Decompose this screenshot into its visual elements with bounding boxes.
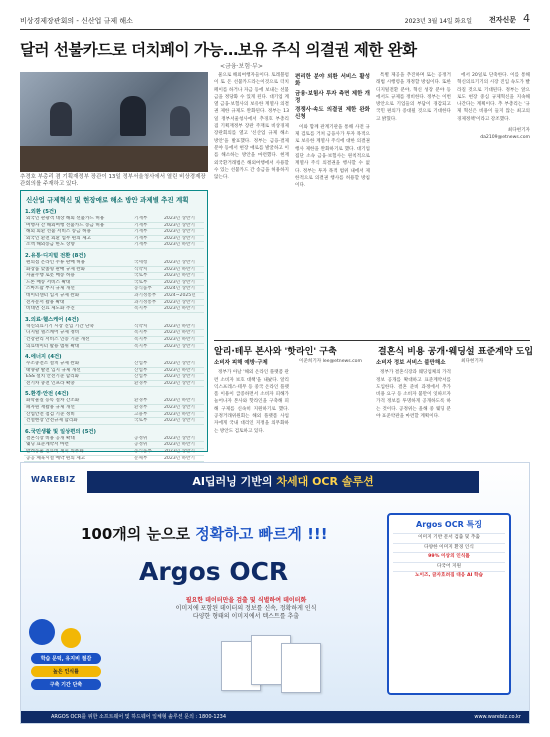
table-cell-period: 2023년 상반기 — [164, 222, 195, 228]
table-row — [24, 280, 204, 287]
main-body-3: 이와 함께 관계기관을 통해 사전 규제 검토를 거쳐 금융사가 투자 목적으로 보유한 계열사 주식에 대한 의결권 행사 제한을 완화하기로 했다. 대기업 집단 소속 금융·보험사는 원칙적으로 계열사 주식 의결권을 행사할 수 없다. 정부는 투자 목적 범위 내에서 제한적으로 의결권 행사를 허용할 방침이다. — [295, 124, 370, 189]
table-section-title: 5.환경·안전 (4건) — [25, 391, 69, 398]
main-col-2 — [214, 72, 289, 337]
table-cell-period: 2023년 하반기 — [164, 367, 195, 373]
table-cell-period: 2023년 상반기 — [164, 449, 195, 455]
ad-website-link[interactable]: www.warebiz.co.kr — [474, 714, 521, 720]
ad-badges — [31, 653, 101, 692]
main-sub-2: 금융·보험사 투자 측면 제한 개정 — [295, 90, 370, 104]
table-row — [24, 398, 204, 405]
table-cell-task: 반려동물 진료비 게시 의무화 — [26, 449, 84, 455]
table-cell-dept: 기재부 — [134, 235, 148, 241]
table-cell-dept: 국토부 — [134, 279, 148, 285]
article2-headline: 알리·테무 본사와 '핫라인' 구축 — [214, 347, 337, 357]
main-body-4: 특별 제공을 추진하며 또는 공정거래법 시행령을 개정할 방침이다. 또한 디지털전환 분야, 혁신 성장 분야 등에서도 규제를 정비한다. 정부는 이번 방안으로 기업들의 부담이 경감되고 국민 편의가 증대될 것으로 기대한다고 밝혔다. — [376, 73, 451, 122]
main-col-4 — [376, 72, 451, 337]
table-row — [24, 324, 204, 331]
table-cell-task: 화장품 맞춤형 판매 규제 완화 — [26, 266, 86, 272]
photo-caption: 추경호 부총리 겸 기획재정부 장관이 13일 정부서울청사에서 열린 비상경제장관회의를 주재하고 있다. — [20, 174, 206, 188]
table-row — [24, 337, 204, 344]
table-body — [24, 207, 204, 469]
table-cell-period: 2023년 상반기 — [164, 374, 195, 380]
document-stack-icon — [221, 633, 341, 693]
table-cell-period: 2024년 상반기 — [164, 286, 195, 292]
table-cell-dept: 농식품부 — [134, 286, 152, 292]
table-cell-task: 소액 해외송금 한도 상향 — [26, 242, 75, 248]
table-cell-period: 2023년 상반기 — [164, 259, 195, 265]
table-cell-dept: 환경부 — [134, 380, 148, 386]
meeting-photo — [20, 72, 208, 172]
table-cell-period: 2023년 하반기 — [164, 442, 195, 448]
table-cell-dept: 공정위 — [134, 442, 148, 448]
table-section-title: 2.유통·디지털 전환 (8건) — [25, 252, 86, 259]
table-cell-period: 2023년 하반기 — [164, 336, 195, 342]
table-cell-dept: 국토부 — [134, 418, 148, 424]
table-cell-task: 웨딩 표준계약서 마련 — [26, 442, 69, 448]
ad-deco-circle-icon — [29, 619, 55, 645]
table-cell-dept: 산업부 — [134, 367, 148, 373]
table-cell-period: 2023년 상반기 — [164, 235, 195, 241]
table-cell-task: 화학물질 등록 절차 간소화 — [26, 398, 80, 404]
ad-footer: ARGOS OCR를 위한 소프트웨어 및 하드웨어 일체형 솔루션 문의 : 1800-1234 www.warebiz.co.kr — [21, 711, 529, 723]
table-cell-dept: 산업부 — [134, 374, 148, 380]
table-cell-task: 산업안전 점검 기준 정비 — [26, 411, 75, 417]
feature-item: 이미지 기반 문서 검출 및 추출 — [393, 533, 505, 543]
ad-feature-box — [387, 513, 511, 695]
table-cell-task: 비대면 진료 제도화 추진 — [26, 306, 75, 312]
table-cell-task: 혁신의료기기 시장 진입 기간 단축 — [26, 323, 94, 329]
table-row — [24, 418, 204, 425]
table-row — [24, 344, 204, 351]
table-row — [24, 223, 204, 230]
table-cell-dept: 환경부 — [134, 405, 148, 411]
feature-item: 다국어 지원 — [393, 562, 505, 572]
table-row — [24, 412, 204, 419]
ad-deco-circle-icon — [61, 628, 81, 648]
main-col-3 — [295, 72, 370, 337]
table-cell-task: 전자문서 활용 확대 — [26, 299, 65, 305]
article2-col-1 — [214, 358, 289, 453]
table-row — [24, 381, 204, 388]
table-row — [24, 374, 204, 381]
table-row — [24, 236, 204, 243]
table-row — [24, 229, 204, 236]
article2-body: 정부가 아날 '해외 온라인 플랫폼 관련 소비자 보호 대책'을 내놨다. 알리익스프레스·테무 등 중국 온라인 플랫폼 이용이 급증하면서 소비자 피해가 늘어나자 본사와 핫라인을 구축해 피해 구제를 신속히 지원하기로 했다. 공정거래위원회는 해외 플랫폼 사업자에게 국내 대리인 지정을 의무화하는 방안도 검토하고 있다. — [214, 370, 289, 434]
table-row — [24, 405, 204, 412]
article3-headline: 결혼식 비용 공개·웨딩설 표준계약 도입 — [378, 347, 534, 357]
article3-col-2 — [457, 358, 530, 453]
article3-body: 정부가 결혼식장과 웨딩업체의 가격 정보 공개를 확대하고 표준계약서를 도입한다. 결혼 준비 과정에서 추가 비용 요구 등 소비자 불만이 잇따르자 가격 정보를 투명하게 공개하도록 하는 것이다. 공정위는 올해 중 웨딩 분야 표준약관을 마련할 계획이다. — [376, 370, 451, 420]
table-row — [24, 436, 204, 443]
table-cell-period: 2023년 하반기 — [164, 455, 195, 461]
main-headline: 달러 선불카드로 더치페이 가능…보유 주식 의결권 제한 완화 — [20, 41, 417, 59]
table-row — [24, 300, 204, 307]
table-cell-period: 2023년 상반기 — [164, 361, 195, 367]
ad-slogan: 100개의 눈으로 정확하고 빠르게 !!! — [81, 525, 328, 543]
table-cell-dept: 농식품부 — [134, 449, 152, 455]
feature-item: 노이즈, 글자흐려짐 대응 AI 학습 — [393, 571, 505, 581]
table-cell-period: 2023년 하반기 — [164, 330, 195, 336]
table-cell-dept: 복지부 — [134, 330, 148, 336]
table-row — [24, 361, 204, 368]
table-cell-dept: 복지부 — [134, 343, 148, 349]
table-cell-task: 의료데이터 활용 범위 확대 — [26, 343, 80, 349]
article2-byline: 이준희기자 lee@etnews.com — [299, 359, 362, 364]
issue-date: 2023년 3월 14일 화요일 — [404, 18, 472, 25]
table-cell-period: 2023년 상반기 — [164, 418, 195, 424]
table-row — [24, 216, 204, 223]
warebiz-logo: WAREBIZ — [31, 475, 76, 484]
table-cell-dept: 기재부 — [134, 216, 148, 221]
section-divider — [214, 340, 530, 341]
table-cell-task: 공공 체육시설 예약 편의 제고 — [26, 455, 86, 461]
paper-name: 전자신문 — [488, 16, 516, 24]
ad-description: 필요한 데이터만을 검출 및 식별하여 데이터화 이미지에 포함된 데이터의 정보를 신속, 정확하게 인식 다양한 형태의 이미지에서 텍스트를 추출 — [175, 597, 317, 620]
table-cell-dept: 고용부 — [134, 411, 148, 417]
page-number: 4 — [523, 12, 530, 25]
table-section-title: 6.국민생활 및 일상편의 (5건) — [25, 428, 96, 435]
table-row — [24, 242, 204, 249]
table-cell-dept: 과기정통부 — [134, 292, 157, 298]
table-cell-period: 2023년 하반기 — [164, 273, 195, 279]
table-cell-period: 2023년 하반기 — [164, 306, 195, 312]
table-cell-task: 건설현장 안전규제 합리화 — [26, 418, 78, 424]
table-cell-period: 2023년 상반기 — [164, 229, 195, 235]
table-cell-dept: 식약처 — [134, 266, 148, 272]
table-cell-period: 2023년 하반기 — [164, 411, 195, 417]
table-cell-task: 자율주행 로봇 배송 허용 — [26, 273, 75, 279]
article3-sub: 소비자 정보 서비스 불만해소 — [376, 360, 446, 366]
table-cell-task: 편의점 온라인 주류 판매 허용 — [26, 259, 86, 265]
table-cell-task: 건강관리 서비스 인증 기준 개선 — [26, 336, 90, 342]
main-byline: 최다현기자 da2109@etnews.com — [480, 128, 530, 141]
table-cell-task: 결혼식장 비용 공개 확대 — [26, 435, 75, 441]
table-cell-period: 2023년 상반기 — [164, 405, 195, 411]
main-subhead: <금융·보험·부> — [220, 63, 263, 70]
table-cell-dept: 산업부 — [134, 361, 148, 367]
table-cell-period: 2023년 하반기 — [164, 323, 195, 329]
ad-product-name: Argos OCR — [139, 557, 289, 586]
table-cell-task: 여행자 간 해외여행 선불카드 송금 허용 — [26, 222, 105, 228]
table-cell-dept: 문체부 — [134, 455, 148, 461]
main-col-5 — [457, 72, 530, 337]
section-label: 비상경제장관회의 - 신산업 규제 해소 — [20, 17, 133, 25]
ad-badge: 학습 문턱, 유지비 절감 — [31, 653, 101, 664]
table-cell-period: 2023년 상반기 — [164, 380, 195, 386]
table-cell-task: ESS 설치 안전기준 합리화 — [26, 374, 80, 380]
table-row — [24, 368, 204, 375]
table-cell-task: 디지털 헬스케어 규제 정비 — [26, 330, 80, 336]
article2-col-2 — [295, 358, 370, 453]
table-cell-dept: 과기정통부 — [134, 299, 157, 305]
table-row — [24, 267, 204, 274]
ad-banner: AI딥러닝 기반의 차세대 OCR 솔루션 — [87, 471, 479, 493]
main-body-5: 에서 20일로 단축한다. 이를 통해 혁신의료기기의 시장 진입 속도가 빨라질 것으로 기대된다. 정부는 앞으로도 현장 중심 규제혁신을 지속해 나간다는 계획이다. 추 부총리는 '규제 혁신은 비용이 들지 않는 최고의 경제정책'이라고 강조했다. — [457, 73, 530, 122]
table-section-title: 3.의료·헬스케어 (4건) — [25, 316, 79, 323]
table-row — [24, 286, 204, 293]
table-row — [24, 273, 204, 280]
table-cell-dept: 복지부 — [134, 306, 148, 312]
table-title: 신산업 규제혁신 및 현장애로 해소 방안 과제별 추진 계획 — [26, 196, 189, 204]
table-row — [24, 306, 204, 313]
table-cell-task: 외국인 환전 외환 업무 편의 제고 — [26, 235, 91, 241]
table-cell-task: 수소충전소 설치 규제 완화 — [26, 361, 80, 367]
table-cell-period: 2023년 하반기 — [164, 242, 195, 248]
feature-box-title: Argos OCR 특징 — [416, 520, 482, 529]
ocr-advertisement[interactable] — [20, 462, 530, 724]
table-cell-dept: 환경부 — [134, 398, 148, 404]
policy-table — [20, 190, 208, 461]
table-cell-dept: 국토부 — [134, 273, 148, 279]
ad-badge: 구축 기간 단축 — [31, 679, 101, 690]
table-cell-task: 외국인 관광객 대상 해외 선불카드 허용 — [26, 216, 105, 221]
table-cell-task: 데이터센터 입지 규제 완화 — [26, 292, 80, 298]
article3-byline: 최다현기자 — [461, 359, 484, 364]
feature-item: 다양한 이미지 환경 인식 — [393, 543, 505, 553]
table-cell-period: 2023년 상반기 — [164, 435, 195, 441]
feature-item: 99% 이상의 인식률 — [393, 552, 505, 562]
table-section-title: 1.외환 (5건) — [25, 209, 57, 215]
table-row — [24, 330, 204, 337]
table-row — [24, 260, 204, 267]
table-cell-period: 2023년 상반기 — [164, 279, 195, 285]
table-cell-task: 태양광 발전 입지 규제 개선 — [26, 367, 81, 373]
table-cell-dept: 기재부 — [134, 242, 148, 248]
table-cell-dept: 기재부 — [134, 222, 148, 228]
table-cell-dept: 국세청 — [134, 259, 148, 265]
table-cell-dept: 공정위 — [134, 435, 148, 441]
table-cell-period: 2023년 상반기 — [164, 216, 195, 221]
ad-badge: 높은 인식률 — [31, 666, 101, 677]
article3-col-1 — [376, 358, 451, 453]
table-cell-period: 2023년 상반기 — [164, 299, 195, 305]
article2-sub: 소비자 피해 예방·구제 — [214, 360, 268, 366]
table-section-title: 4.에너지 (4건) — [25, 354, 62, 361]
table-cell-task: 해외 외환 선불 서비스 송금 허용 — [26, 229, 91, 235]
table-cell-dept: 복지부 — [134, 336, 148, 342]
table-cell-period: 2023년 상반기 — [164, 343, 195, 349]
table-row — [24, 449, 204, 456]
table-cell-dept: 식약처 — [134, 323, 148, 329]
table-cell-period: 2023년 하반기 — [164, 398, 195, 404]
table-cell-period: 2023년 하반기 — [164, 266, 195, 272]
table-cell-dept: 기재부 — [134, 229, 148, 235]
page-header — [20, 10, 530, 30]
main-sub-3: 경쟁사·속도 의결권 제한 완화 신청 — [295, 107, 370, 121]
table-cell-task: 스마트팜 부지 규제 개선 — [26, 286, 75, 292]
main-sub-1: 편리한 분야 외환 서비스 활성화 — [295, 74, 370, 88]
table-cell-task: 드론 배송 서비스 확대 — [26, 279, 71, 285]
table-row — [24, 442, 204, 449]
table-cell-task: 전기차 충전 인프라 확충 — [26, 380, 75, 386]
main-body-2: 물으로 해외여행자들이다. 토레블펌이 또 돈 선불카드라는이것으로 더치페이를 하거나 자금 등에 보내는 선불금을 정당화 수 있게 된다. 대기업 계열 금융·보험사의 보유한 계열사 의결권 제한 규제도 완화된다. 정부는 13일 정부서울청사에서 추경호 부총리 겸 기획재정부 장관 주재로 비상경제장관회의를 열고 '신산업 규제 해소 방안'을 발표했다. 정부는 금융·결제 분야 등에서 현장 애로를 발굴하고 이를 해소하는 방안을 마련했다. 현재 외국환거래법은 해외여행에서 사용할 수 있는 선불카드 간 송금을 허용하지 않는다. — [214, 73, 289, 181]
table-cell-task: 폐자원 재활용 규제 개선 — [26, 405, 75, 411]
table-row — [24, 293, 204, 300]
table-cell-period: 2024~2025년 — [164, 292, 196, 298]
